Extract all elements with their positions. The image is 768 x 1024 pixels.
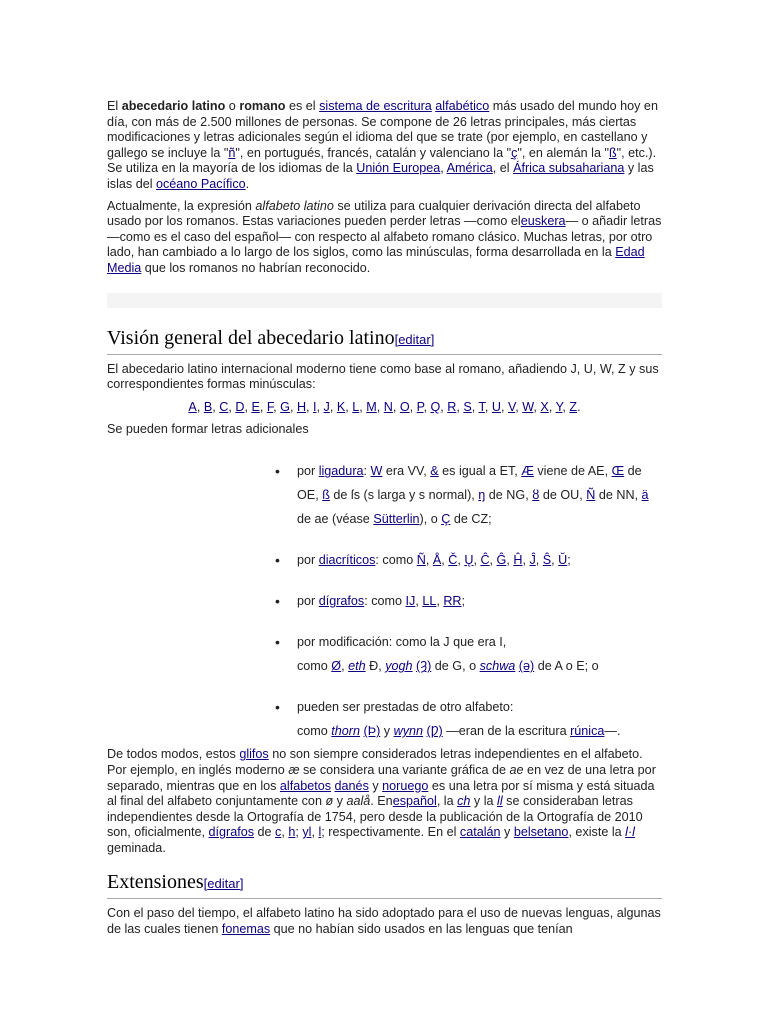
link-euskera[interactable]: euskera bbox=[520, 214, 566, 229]
text: por modificación: como la J que era I, bbox=[297, 635, 507, 650]
bold-term: romano bbox=[239, 99, 286, 113]
edit-link[interactable]: editar bbox=[398, 331, 431, 347]
text: pueden ser prestadas de otro alfabeto: bbox=[297, 700, 514, 715]
text: era VV, bbox=[382, 464, 431, 479]
link-noruego[interactable]: noruego bbox=[382, 778, 429, 793]
link-thorn-letter[interactable]: (Þ) bbox=[363, 724, 381, 739]
text: Ð, bbox=[365, 659, 386, 674]
text: ; respectivamente. En el bbox=[321, 825, 460, 840]
text: no son siempre considerados letras independientes en el alfabeto. Por ejemplo, en inglés moderno bbox=[107, 747, 643, 777]
link-america[interactable]: América bbox=[446, 161, 493, 176]
edit-link[interactable]: editar bbox=[207, 876, 240, 892]
text: de NN, bbox=[595, 488, 642, 503]
text: se utiliza para cualquier derivación directa del alfabeto usado por los romanos. Estas variaciones pueden perder letras —como el bbox=[107, 198, 641, 229]
link-yogh[interactable]: yogh bbox=[385, 659, 413, 674]
text: de CZ; bbox=[450, 512, 492, 527]
text: por bbox=[297, 464, 319, 479]
text: ; bbox=[461, 594, 466, 609]
link-ll[interactable]: LL bbox=[422, 594, 437, 609]
alphabet-letter-link-7[interactable]: G bbox=[280, 399, 290, 414]
italic-term: å bbox=[363, 794, 371, 809]
diacritic-letter-link-10[interactable]: Ŭ bbox=[558, 553, 568, 568]
list-item-ligadura bbox=[297, 459, 662, 531]
section-heading-extensiones bbox=[107, 870, 662, 899]
link-union-europea[interactable]: Unión Europea bbox=[356, 161, 441, 176]
link-wynn-letter[interactable]: (Ƿ) bbox=[426, 724, 443, 739]
link-digrafos[interactable]: dígrafos bbox=[208, 825, 255, 840]
text: , bbox=[311, 825, 319, 840]
italic-term: æ bbox=[288, 762, 300, 777]
alphabet-letter-link-4[interactable]: D bbox=[235, 399, 245, 414]
link-h[interactable]: h bbox=[288, 825, 296, 840]
link-ele-geminada[interactable]: l·l bbox=[625, 825, 635, 840]
bracket: [ bbox=[394, 331, 399, 347]
link-cedilla[interactable]: ç bbox=[511, 145, 518, 160]
alphabet-letter-link-22[interactable]: V bbox=[507, 399, 516, 414]
link-oceano-pacifico[interactable]: océano Pacífico bbox=[156, 176, 246, 191]
link-wynn[interactable]: wynn bbox=[393, 724, 424, 739]
text: ), o bbox=[419, 512, 442, 527]
text: y bbox=[333, 794, 347, 809]
text: geminada. bbox=[107, 840, 166, 855]
diacritic-letter-link-4[interactable]: Ų bbox=[464, 553, 474, 568]
link-edad-media[interactable]: Edad Media bbox=[107, 245, 645, 275]
link-l[interactable]: l bbox=[318, 825, 322, 840]
link-yogh-letter[interactable]: (Ȝ) bbox=[416, 659, 432, 674]
additional-letters-list bbox=[107, 459, 662, 743]
text: de A o E; o bbox=[534, 659, 599, 674]
text: , bbox=[440, 161, 447, 176]
text: : como bbox=[364, 594, 406, 609]
diacritic-letter-link-1[interactable]: Ñ bbox=[416, 553, 426, 568]
intro-paragraph-2 bbox=[107, 199, 662, 277]
link-schwa-letter[interactable]: (ə) bbox=[518, 659, 535, 674]
text: De todos modos, estos bbox=[107, 747, 240, 762]
diacritic-letter-link-7[interactable]: Ĥ bbox=[513, 553, 523, 568]
text: es una letra por sí misma y está situada al final del alfabeto conjuntamente con bbox=[107, 778, 655, 809]
alphabet-letter-link-20[interactable]: T bbox=[478, 399, 485, 414]
text: —. bbox=[604, 724, 621, 739]
text: , bbox=[281, 825, 289, 840]
alphabet-letter-link-17[interactable]: Q bbox=[430, 399, 441, 414]
text: que no habían sido usados en las lenguas que tenían bbox=[270, 922, 573, 937]
bracket: ] bbox=[239, 876, 244, 892]
text: de bbox=[254, 825, 276, 840]
alphabet-letter-link-2[interactable]: B bbox=[203, 399, 213, 414]
link-glifos[interactable]: glifos bbox=[239, 747, 269, 762]
text: más usado del mundo hoy en día, con más de 2.500 millones de personas. Se compone de 26 letras principales, más ciertas modificaciones y letras adicionales según el idioma del que se trate (por ejemplo, en castellano y gallego se incluye la " bbox=[107, 99, 658, 160]
text: por bbox=[297, 553, 319, 568]
list-item-digrafos bbox=[297, 589, 662, 613]
text: de NG, bbox=[485, 488, 533, 503]
link-ch[interactable]: ch bbox=[457, 794, 471, 809]
text: de ſs (s larga y s normal), bbox=[329, 488, 479, 503]
alphabet-letter-link-25[interactable]: Y bbox=[555, 399, 563, 414]
link-a-umlaut[interactable]: ä bbox=[641, 488, 649, 503]
section-heading-vision-general bbox=[107, 326, 662, 355]
link-c[interactable]: c bbox=[275, 825, 282, 840]
edit-section-link bbox=[204, 876, 244, 891]
alphabet-letter-link-6[interactable]: F bbox=[266, 399, 274, 414]
section1-paragraph-3 bbox=[107, 747, 662, 856]
heading-text: Extensiones bbox=[107, 871, 204, 894]
text: que los romanos no habrían reconocido. bbox=[141, 260, 371, 275]
text: — o añadir letras —como es el caso del español— con respecto al alfabeto romano clásico. Muchas letras, por otro lado, han cambiado a lo largo de los siglos, como las minúsculas, forma desarrollada en la bbox=[107, 214, 662, 260]
alphabet-letter-link-26[interactable]: Z bbox=[569, 399, 578, 414]
bracket: ] bbox=[430, 331, 435, 347]
text: ", en alemán la " bbox=[517, 145, 609, 160]
text: : bbox=[363, 464, 371, 479]
diacritic-letter-link-6[interactable]: Ĝ bbox=[496, 553, 507, 568]
alphabet-letter-link-1[interactable]: A bbox=[188, 399, 197, 414]
text: se considera una variante gráfica de bbox=[299, 762, 510, 777]
text: en vez de una letra por separado, mientras que en los bbox=[107, 762, 656, 793]
text: y bbox=[380, 724, 394, 739]
text: es el bbox=[285, 99, 320, 113]
link-danes[interactable]: danés bbox=[334, 778, 369, 793]
alphabet-letter-link-12[interactable]: L bbox=[352, 399, 360, 414]
diacritic-letter-list: Ñ, Å, Č, Ų, Ĉ, Ĝ, Ĥ, Ĵ, Ŝ, Ŭ bbox=[416, 553, 568, 568]
link-espanol[interactable]: español bbox=[392, 794, 437, 809]
link-africa-subsahariana[interactable]: África subsahariana bbox=[513, 161, 625, 176]
link-ligadura[interactable]: ligadura bbox=[318, 464, 364, 479]
section1-paragraph-2: Se pueden formar letras adicionales bbox=[107, 421, 309, 436]
toc-placeholder-band bbox=[107, 293, 662, 308]
link-eszett[interactable]: ß bbox=[608, 145, 617, 160]
link-belsetano[interactable]: belsetano bbox=[513, 825, 569, 840]
alphabet-letter-link-15[interactable]: O bbox=[399, 399, 410, 414]
link-yl[interactable]: yl bbox=[302, 825, 312, 840]
link-w[interactable]: W bbox=[370, 464, 383, 479]
text: como bbox=[297, 659, 332, 674]
alphabet-letter-link-18[interactable]: R bbox=[447, 399, 457, 414]
text: —eran de la escritura bbox=[442, 724, 571, 739]
link-eng[interactable]: ŋ bbox=[478, 488, 486, 503]
link-c-cedilla[interactable]: Ç bbox=[441, 512, 451, 527]
text: ", en portugués, francés, catalán y valenciano la " bbox=[235, 145, 512, 160]
text: ; bbox=[295, 825, 303, 840]
alphabet-letter-link-14[interactable]: N bbox=[383, 399, 393, 414]
italic-term: ø bbox=[325, 794, 334, 809]
diacritic-letter-link-9[interactable]: Ŝ bbox=[542, 553, 552, 568]
link-catalan[interactable]: catalán bbox=[459, 825, 501, 840]
text: y bbox=[500, 825, 514, 840]
text: ; bbox=[567, 553, 571, 568]
italic-term: alfabeto latino bbox=[255, 198, 334, 213]
alphabet-letter-link-24[interactable]: X bbox=[540, 399, 549, 414]
alphabet-letter-link-16[interactable]: P bbox=[416, 399, 424, 414]
text: Actualmente, la expresión bbox=[107, 198, 256, 213]
link-sistema-de-escritura[interactable]: sistema de escritura bbox=[319, 99, 432, 113]
text: de OU, bbox=[539, 488, 587, 503]
link-enye[interactable]: Ñ bbox=[586, 488, 596, 503]
alphabet-letter-link-23[interactable]: W bbox=[522, 399, 534, 414]
link-schwa[interactable]: schwa bbox=[479, 659, 516, 674]
diacritic-letter-link-8[interactable]: Ĵ bbox=[529, 553, 536, 568]
text: , el bbox=[492, 161, 514, 176]
alphabet-letter-link-8[interactable]: H bbox=[296, 399, 307, 414]
link-rr[interactable]: RR bbox=[443, 594, 462, 609]
italic-term: ae bbox=[509, 762, 524, 777]
alphabet-letter-link-10[interactable]: J bbox=[323, 399, 330, 414]
heading-text: Visión general del abecedario latino bbox=[107, 326, 395, 349]
text: y la bbox=[470, 794, 498, 809]
link-alfabetos[interactable]: alfabetos bbox=[279, 778, 332, 793]
italic-term: aal bbox=[346, 794, 364, 809]
diacritic-letter-link-3[interactable]: Č bbox=[448, 553, 458, 568]
link-ij[interactable]: IJ bbox=[405, 594, 416, 609]
text: . bbox=[245, 176, 250, 191]
diacritic-letter-link-2[interactable]: Å bbox=[432, 553, 442, 568]
link-digrafos[interactable]: dígrafos bbox=[318, 594, 365, 609]
section1-paragraph-1: El abecedario latino internacional moderno tiene como base al romano, añadiendo J, U, W, Z y sus correspondientes formas minúsculas: bbox=[107, 361, 659, 392]
alphabet-letter-link-21[interactable]: U bbox=[491, 399, 501, 414]
text: , bbox=[341, 659, 349, 674]
text: de OE, bbox=[297, 464, 642, 503]
link-ll[interactable]: ll bbox=[497, 794, 503, 809]
text: , bbox=[436, 594, 444, 609]
text: : como bbox=[375, 553, 417, 568]
link-alfabetico[interactable]: alfabético bbox=[435, 99, 490, 113]
alphabet-letter-link-5[interactable]: E bbox=[251, 399, 260, 414]
text: se consideraban letras independientes desde la Ortografía de 1754, pero desde la publicación de la Ortografía de 2010 son, oficialmente, bbox=[107, 794, 643, 840]
link-eth[interactable]: eth bbox=[348, 659, 366, 674]
link-ou[interactable]: ȣ bbox=[532, 488, 540, 503]
text: o bbox=[225, 99, 240, 113]
text: es igual a ET, bbox=[438, 464, 522, 479]
alphabet-letter-link-19[interactable]: S bbox=[463, 399, 472, 414]
link-eszett[interactable]: ß bbox=[322, 488, 330, 503]
bold-term: abecedario latino bbox=[121, 99, 226, 113]
list-item-modificacion bbox=[297, 630, 662, 678]
link-ae[interactable]: Æ bbox=[521, 464, 534, 479]
text: como bbox=[297, 724, 332, 739]
text: y las islas del bbox=[107, 161, 654, 191]
text: Con el paso del tiempo, el alfabeto latino ha sido adoptado para el uso de nuevas lenguas, algunas de las cuales tienen bbox=[107, 906, 661, 937]
alphabet-letter-link-13[interactable]: M bbox=[366, 399, 377, 414]
link-diacriticos[interactable]: diacríticos bbox=[318, 553, 376, 568]
text: de ae (véase bbox=[297, 512, 374, 527]
link-sutterlin[interactable]: Sütterlin bbox=[373, 512, 420, 527]
link-runica[interactable]: rúnica bbox=[570, 724, 605, 739]
link-thorn[interactable]: thorn bbox=[331, 724, 361, 739]
text: , la bbox=[436, 794, 458, 809]
intro-paragraph-1 bbox=[107, 99, 662, 193]
alphabet-letter-link-9[interactable]: I bbox=[313, 399, 317, 414]
section2-paragraph-1 bbox=[107, 906, 662, 937]
link-oe[interactable]: Œ bbox=[611, 464, 625, 479]
text: , bbox=[415, 594, 423, 609]
text: . En bbox=[370, 794, 393, 809]
text: El bbox=[107, 99, 122, 113]
link-ampersand[interactable]: & bbox=[430, 464, 439, 479]
link-o-slash[interactable]: Ø bbox=[331, 659, 342, 674]
bracket: [ bbox=[203, 876, 208, 892]
text: de G, o bbox=[431, 659, 480, 674]
link-enye[interactable]: ñ bbox=[228, 145, 236, 160]
alphabet-letter-link-11[interactable]: K bbox=[336, 399, 346, 414]
diacritic-letter-link-5[interactable]: Ĉ bbox=[480, 553, 490, 568]
text: ", etc.). Se utiliza en la mayoría de los idiomas de la bbox=[107, 145, 657, 176]
text: viene de AE, bbox=[533, 464, 612, 479]
alphabet-letter-list: A, B, C, D, E, F, G, H, I, J, K, L, M, N, O, P, Q, R, S, T, U, V, W, X, Y, Z. bbox=[188, 399, 581, 414]
list-item-diacriticos bbox=[297, 548, 662, 572]
list-item-prestadas bbox=[297, 695, 662, 743]
text: y bbox=[368, 778, 383, 793]
text: , existe la bbox=[568, 825, 626, 840]
alphabet-letter-link-3[interactable]: C bbox=[219, 399, 229, 414]
text: por bbox=[297, 594, 319, 609]
article-content bbox=[107, 99, 662, 938]
link-fonemas[interactable]: fonemas bbox=[221, 922, 271, 937]
edit-section-link bbox=[395, 332, 435, 347]
